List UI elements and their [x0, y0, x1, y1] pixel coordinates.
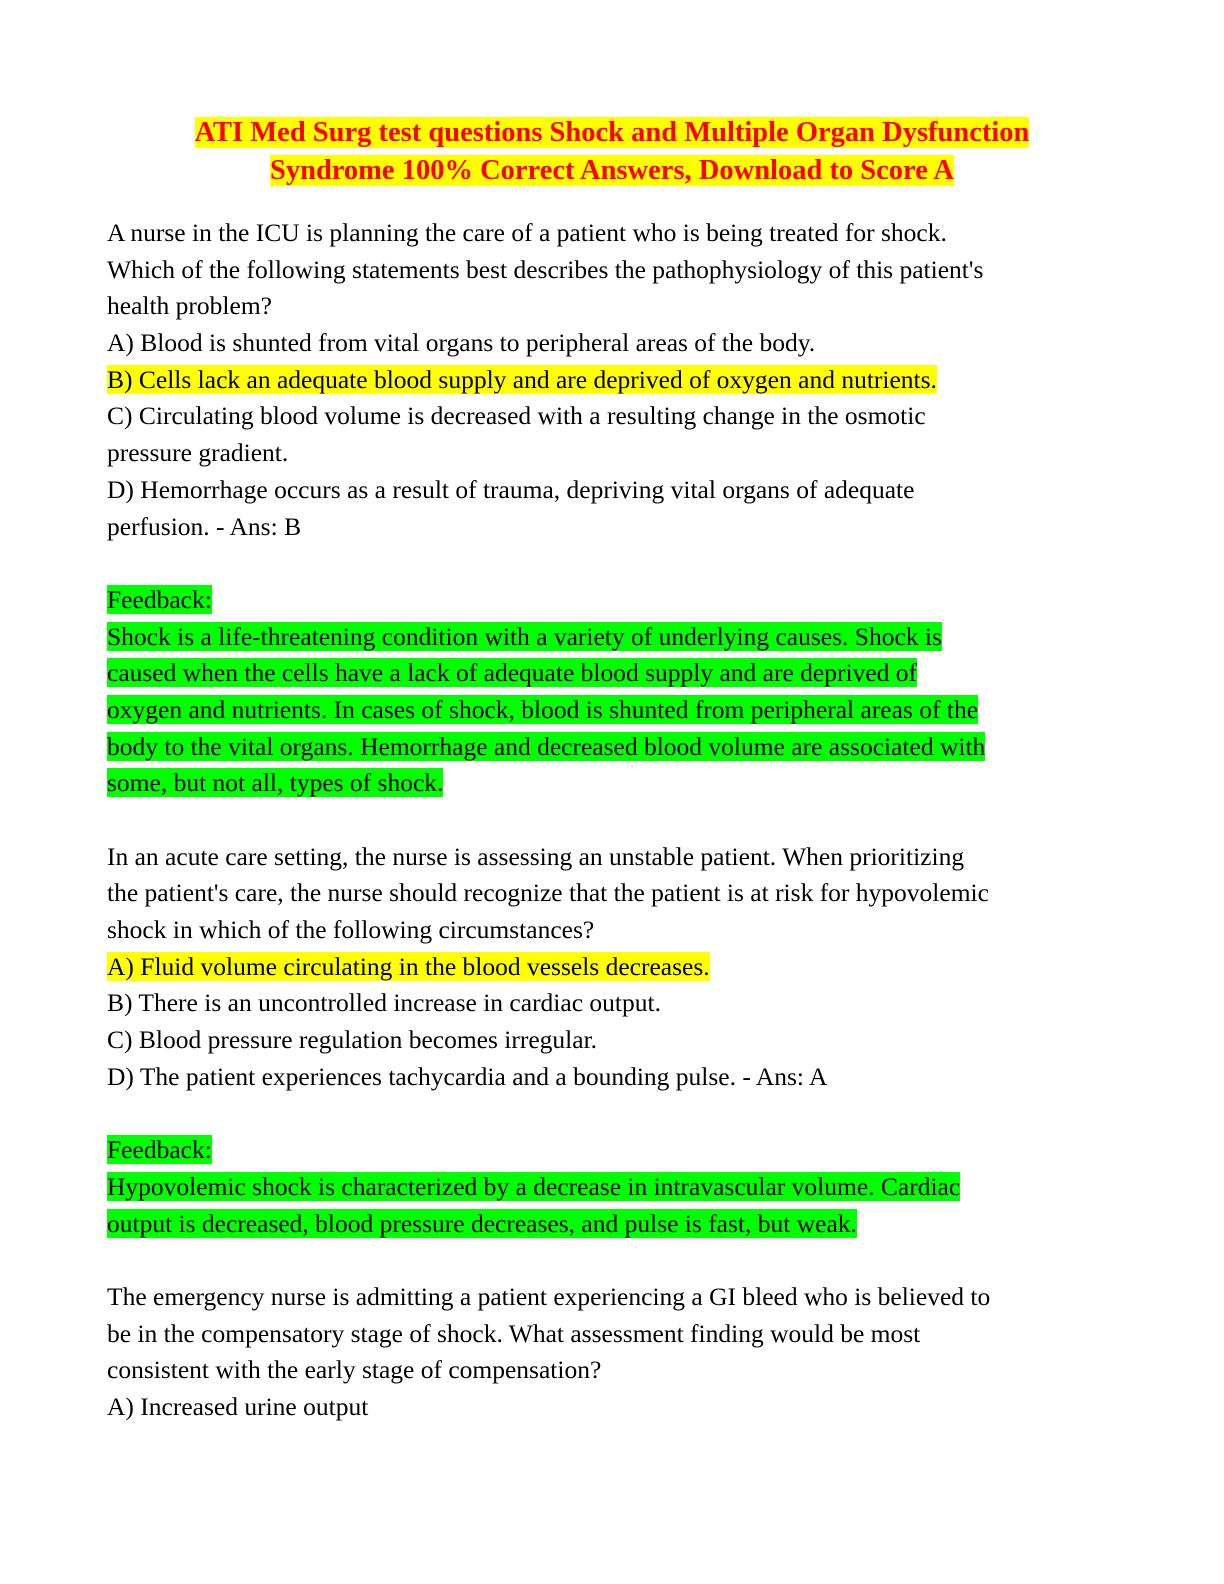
- question-1-feedback-line-2: caused when the cells have a lack of adequate blood supply and are deprived of: [107, 658, 918, 688]
- question-1-feedback-line-3: oxygen and nutrients. In cases of shock, blood is shunted from peripheral areas of the: [107, 694, 979, 724]
- question-1-stem-line-2: Which of the following statements best describes the pathophysiology of this patient's: [107, 254, 984, 284]
- question-3-option-a: A) Increased urine output: [107, 1392, 369, 1421]
- question-2-stem-line-1: In an acute care setting, the nurse is assessing an unstable patient. When prioritizing: [107, 841, 965, 871]
- question-3: [107, 1279, 1107, 1426]
- question-1: [107, 215, 1107, 839]
- question-2-stem-line-3: shock in which of the following circumstances?: [107, 915, 595, 945]
- question-3-stem-line-3: consistent with the early stage of compensation?: [107, 1355, 602, 1385]
- question-3-stem-line-1: The emergency nurse is admitting a patient experiencing a GI bleed who is believed to: [107, 1281, 991, 1311]
- question-2-stem-line-2: the patient's care, the nurse should recognize that the patient is at risk for hypovolemic: [107, 878, 989, 908]
- question-2-feedback-line-1: Hypovolemic shock is characterized by a decrease in intravascular volume. Cardiac: [107, 1171, 961, 1201]
- question-1-stem-line-1: A nurse in the ICU is planning the care of a patient who is being treated for shock.: [107, 218, 947, 247]
- question-1-option-b-correct: B) Cells lack an adequate blood supply and are deprived of oxygen and nutrients.: [107, 364, 937, 394]
- question-2-feedback-label: Feedback:: [107, 1135, 212, 1165]
- question-1-option-c-line-2: pressure gradient.: [107, 438, 289, 468]
- question-1-option-a: A) Blood is shunted from vital organs to peripheral areas of the body.: [107, 328, 816, 358]
- question-1-stem-line-3: health problem?: [107, 291, 272, 321]
- question-1-option-c-line-1: C) Circulating blood volume is decreased with a resulting change in the osmotic: [107, 401, 926, 431]
- question-1-option-d-line-2: perfusion. - Ans: B: [107, 511, 302, 541]
- question-2-option-b: B) There is an uncontrolled increase in cardiac output.: [107, 988, 661, 1018]
- question-3-stem-line-2: be in the compensatory stage of shock. What assessment finding would be most: [107, 1318, 921, 1348]
- document-title: [60, 114, 1164, 190]
- question-2: [107, 839, 1107, 1279]
- document-body: [107, 215, 1107, 1426]
- title-line-1: ATI Med Surg test questions Shock and Multiple Organ Dysfunction: [194, 117, 1030, 148]
- question-1-feedback-label: Feedback:: [107, 584, 212, 614]
- question-1-feedback-line-5: some, but not all, types of shock.: [107, 768, 444, 798]
- title-line-2: Syndrome 100% Correct Answers, Download to Score A: [270, 155, 954, 186]
- question-2-feedback-line-2: output is decreased, blood pressure decreases, and pulse is fast, but weak.: [107, 1208, 857, 1238]
- question-1-feedback-line-1: Shock is a life-threatening condition with a variety of underlying causes. Shock is: [107, 621, 942, 651]
- question-2-option-c: C) Blood pressure regulation becomes irregular.: [107, 1025, 598, 1055]
- question-1-option-d-line-1: D) Hemorrhage occurs as a result of trauma, depriving vital organs of adequate: [107, 474, 915, 504]
- question-2-option-a-correct: A) Fluid volume circulating in the blood vessels decreases.: [107, 951, 710, 981]
- question-1-feedback-line-4: body to the vital organs. Hemorrhage and decreased blood volume are associated with: [107, 731, 986, 761]
- question-2-option-d: D) The patient experiences tachycardia and a bounding pulse. - Ans: A: [107, 1061, 828, 1091]
